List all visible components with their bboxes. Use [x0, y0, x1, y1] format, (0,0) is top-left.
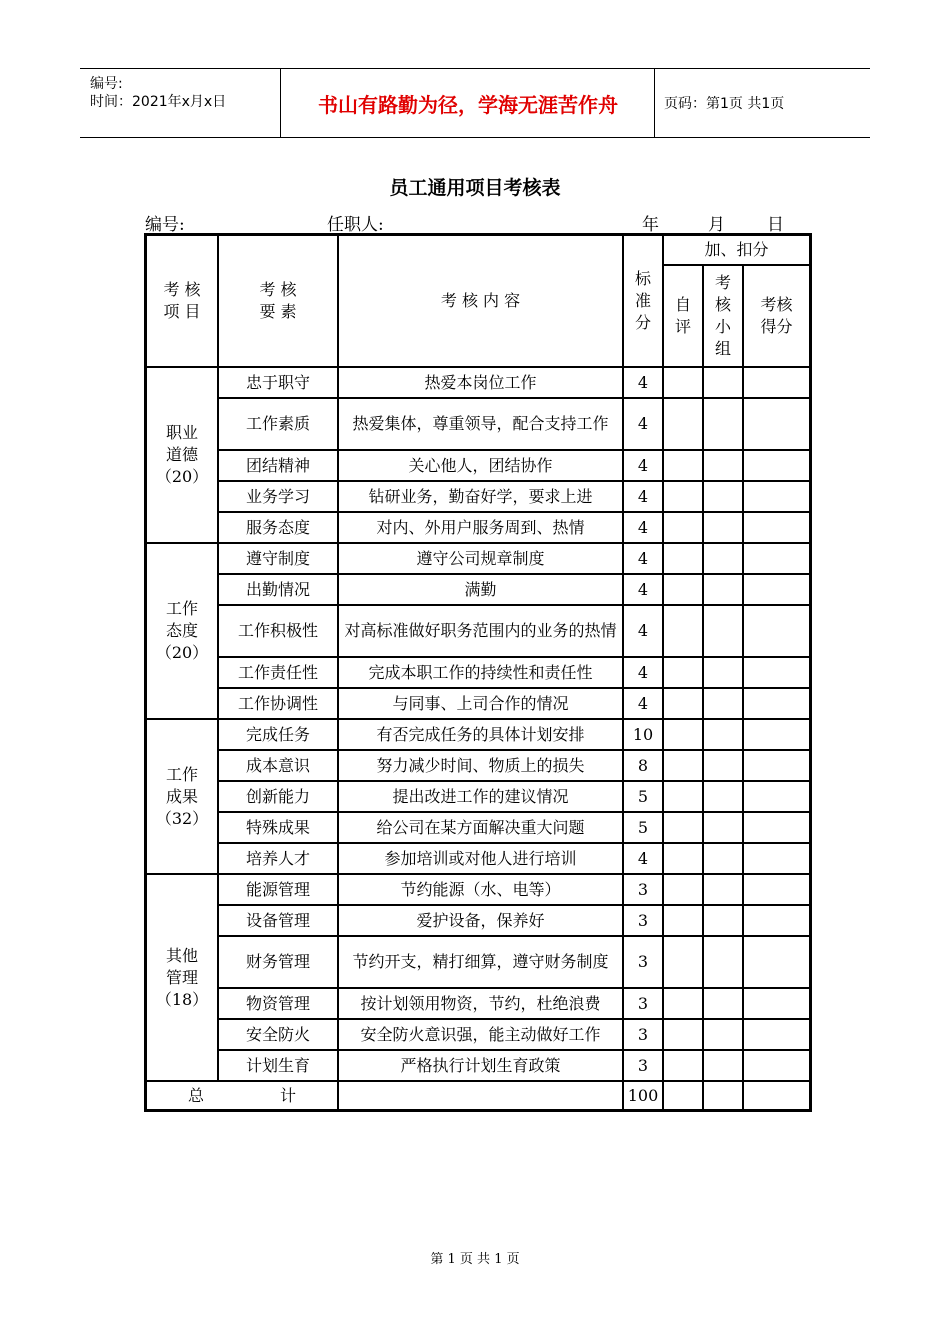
final-score-input[interactable] — [743, 450, 810, 481]
self-eval-input[interactable] — [663, 988, 703, 1019]
content-cell: 节约开支，精打细算，遵守财务制度 — [338, 936, 623, 988]
final-score-input[interactable] — [743, 543, 810, 574]
header-divider — [280, 69, 281, 137]
table-row — [146, 874, 810, 905]
review-group-input[interactable] — [703, 812, 743, 843]
meta-holder-label: 任职人: — [327, 215, 384, 235]
self-eval-input[interactable] — [663, 398, 703, 450]
standard-score-cell: 4 — [623, 367, 663, 398]
content-cell: 遵守公司规章制度 — [338, 543, 623, 574]
final-score-input[interactable] — [743, 398, 810, 450]
header-motto: 书山有路勤为径，学海无涯苦作舟 — [318, 92, 618, 117]
category-cell: 职业 道德 （20） — [146, 367, 218, 543]
standard-score-cell: 4 — [623, 398, 663, 450]
page-title: 员工通用项目考核表 — [389, 177, 561, 199]
review-group-input[interactable] — [703, 543, 743, 574]
content-cell: 爱护设备，保养好 — [338, 905, 623, 936]
category-cell: 工作 成果 （32） — [146, 719, 218, 874]
table-row — [146, 843, 810, 874]
table-row — [146, 574, 810, 605]
page-info: 页码：第1页 共1页 — [664, 96, 785, 112]
header-review-group: 考 核 小 组 — [703, 265, 743, 367]
content-cell: 关心他人，团结协作 — [338, 450, 623, 481]
element-cell: 培养人才 — [218, 843, 338, 874]
content-cell: 热爱本岗位工作 — [338, 367, 623, 398]
meta-day-label: 日 — [767, 215, 784, 235]
final-score-input[interactable] — [743, 367, 810, 398]
standard-score-cell: 4 — [623, 657, 663, 688]
table-row — [146, 905, 810, 936]
total-label-left: 总 — [187, 1085, 204, 1105]
standard-score-cell: 10 — [623, 719, 663, 750]
element-cell: 业务学习 — [218, 481, 338, 512]
standard-score-cell: 4 — [623, 843, 663, 874]
review-group-input[interactable] — [703, 1019, 743, 1050]
standard-score-cell: 4 — [623, 688, 663, 719]
table-row — [146, 450, 810, 481]
review-group-input[interactable] — [703, 905, 743, 936]
self-eval-input[interactable] — [663, 1019, 703, 1050]
final-score-input[interactable] — [743, 781, 810, 812]
table-row — [146, 512, 810, 543]
table-row — [146, 398, 810, 450]
standard-score-cell: 4 — [623, 512, 663, 543]
element-cell: 工作责任性 — [218, 657, 338, 688]
standard-score-cell: 3 — [623, 874, 663, 905]
review-group-input[interactable] — [703, 657, 743, 688]
self-eval-input[interactable] — [663, 688, 703, 719]
self-eval-input[interactable] — [663, 574, 703, 605]
final-score-input[interactable] — [743, 688, 810, 719]
element-cell: 设备管理 — [218, 905, 338, 936]
page-footer: 第 1 页 共 1 页 — [430, 1252, 520, 1267]
standard-score-cell: 3 — [623, 988, 663, 1019]
self-eval-input[interactable] — [663, 843, 703, 874]
self-eval-input[interactable] — [663, 543, 703, 574]
final-score-input[interactable] — [743, 905, 810, 936]
self-eval-input[interactable] — [663, 812, 703, 843]
category-cell: 其他 管理 （18） — [146, 874, 218, 1081]
meta-month-label: 月 — [708, 215, 725, 235]
element-cell: 完成任务 — [218, 719, 338, 750]
content-cell: 有否完成任务的具体计划安排 — [338, 719, 623, 750]
self-eval-input[interactable] — [663, 905, 703, 936]
review-group-input[interactable] — [703, 874, 743, 905]
final-score-input[interactable] — [743, 812, 810, 843]
final-score-input[interactable] — [743, 605, 810, 657]
table-row — [146, 936, 810, 988]
review-group-input[interactable] — [703, 781, 743, 812]
final-score-input[interactable] — [743, 874, 810, 905]
header-element: 考 核 要 素 — [218, 235, 338, 367]
header-info-cell — [80, 69, 280, 137]
category-cell: 工作 态度 （20） — [146, 543, 218, 719]
content-cell: 钻研业务，勤奋好学，要求上进 — [338, 481, 623, 512]
final-score-input[interactable] — [743, 1019, 810, 1050]
total-label — [146, 1081, 338, 1110]
standard-score-cell: 3 — [623, 905, 663, 936]
header-content: 考 核 内 容 — [338, 235, 623, 367]
meta-code-label: 编号: — [145, 215, 185, 235]
standard-score-cell: 8 — [623, 750, 663, 781]
content-cell: 热爱集体，尊重领导，配合支持工作 — [338, 398, 623, 450]
review-group-input[interactable] — [703, 367, 743, 398]
header-item: 考 核 项 目 — [146, 235, 218, 367]
content-cell: 与同事、上司合作的情况 — [338, 688, 623, 719]
table-row — [146, 988, 810, 1019]
evaluation-table — [144, 233, 812, 1112]
standard-score-cell: 5 — [623, 781, 663, 812]
element-cell: 能源管理 — [218, 874, 338, 905]
standard-score-cell: 3 — [623, 1050, 663, 1081]
review-group-input[interactable] — [703, 750, 743, 781]
self-eval-input[interactable] — [663, 512, 703, 543]
self-eval-input[interactable] — [663, 936, 703, 988]
self-eval-input[interactable] — [663, 781, 703, 812]
final-score-input[interactable] — [743, 512, 810, 543]
final-score-input[interactable] — [743, 988, 810, 1019]
review-group-input[interactable] — [703, 843, 743, 874]
content-cell: 努力减少时间、物质上的损失 — [338, 750, 623, 781]
standard-score-cell: 4 — [623, 543, 663, 574]
total-row — [146, 1081, 810, 1110]
table-row — [146, 1050, 810, 1081]
total-score: 100 — [623, 1081, 663, 1110]
content-cell: 完成本职工作的持续性和责任性 — [338, 657, 623, 688]
standard-score-cell: 4 — [623, 450, 663, 481]
review-group-input[interactable] — [703, 988, 743, 1019]
element-cell: 服务态度 — [218, 512, 338, 543]
table-row — [146, 812, 810, 843]
review-group-input[interactable] — [703, 512, 743, 543]
final-score-input[interactable] — [743, 657, 810, 688]
element-cell: 财务管理 — [218, 936, 338, 988]
standard-score-cell: 3 — [623, 1019, 663, 1050]
table-row — [146, 688, 810, 719]
standard-score-cell: 3 — [623, 936, 663, 988]
table-row — [146, 543, 810, 574]
final-score-input[interactable] — [743, 719, 810, 750]
review-group-input[interactable] — [703, 481, 743, 512]
self-eval-input[interactable] — [663, 450, 703, 481]
self-eval-input[interactable] — [663, 874, 703, 905]
meta-year-label: 年 — [642, 215, 659, 235]
element-cell: 计划生育 — [218, 1050, 338, 1081]
self-eval-input[interactable] — [663, 367, 703, 398]
header-final-score: 考核 得分 — [743, 265, 810, 367]
code-label: 编号: — [90, 76, 123, 92]
document-header — [80, 68, 870, 138]
table-row — [146, 657, 810, 688]
final-score-input[interactable] — [743, 843, 810, 874]
review-group-input[interactable] — [703, 688, 743, 719]
standard-score-cell: 4 — [623, 481, 663, 512]
table-row — [146, 750, 810, 781]
final-score-input[interactable] — [743, 936, 810, 988]
content-cell: 给公司在某方面解决重大问题 — [338, 812, 623, 843]
final-score-input[interactable] — [743, 481, 810, 512]
element-cell: 创新能力 — [218, 781, 338, 812]
table-row — [146, 605, 810, 657]
content-cell: 提出改进工作的建议情况 — [338, 781, 623, 812]
total-content-cell — [338, 1081, 623, 1110]
content-cell: 满勤 — [338, 574, 623, 605]
table-row — [146, 1019, 810, 1050]
content-cell: 按计划领用物资，节约，杜绝浪费 — [338, 988, 623, 1019]
time-label: 时间：2021年x月x日 — [90, 94, 227, 110]
element-cell: 安全防火 — [218, 1019, 338, 1050]
element-cell: 工作素质 — [218, 398, 338, 450]
table-header-row — [146, 235, 810, 265]
content-cell: 节约能源（水、电等） — [338, 874, 623, 905]
header-self-eval: 自 评 — [663, 265, 703, 367]
total-final-score-input[interactable] — [743, 1081, 810, 1110]
content-cell: 严格执行计划生育政策 — [338, 1050, 623, 1081]
self-eval-input[interactable] — [663, 605, 703, 657]
self-eval-input[interactable] — [663, 750, 703, 781]
standard-score-cell: 4 — [623, 574, 663, 605]
total-self-eval-input[interactable] — [663, 1081, 703, 1110]
review-group-input[interactable] — [703, 936, 743, 988]
review-group-input[interactable] — [703, 1050, 743, 1081]
element-cell: 出勤情况 — [218, 574, 338, 605]
review-group-input[interactable] — [703, 398, 743, 450]
element-cell: 团结精神 — [218, 450, 338, 481]
element-cell: 忠于职守 — [218, 367, 338, 398]
self-eval-input[interactable] — [663, 719, 703, 750]
self-eval-input[interactable] — [663, 1050, 703, 1081]
review-group-input[interactable] — [703, 450, 743, 481]
element-cell: 特殊成果 — [218, 812, 338, 843]
element-cell: 物资管理 — [218, 988, 338, 1019]
content-cell: 参加培训或对他人进行培训 — [338, 843, 623, 874]
final-score-input[interactable] — [743, 1050, 810, 1081]
table-row — [146, 719, 810, 750]
content-cell: 对高标准做好职务范围内的业务的热情 — [338, 605, 623, 657]
self-eval-input[interactable] — [663, 657, 703, 688]
element-cell: 遵守制度 — [218, 543, 338, 574]
element-cell: 工作协调性 — [218, 688, 338, 719]
review-group-input[interactable] — [703, 719, 743, 750]
standard-score-cell: 4 — [623, 605, 663, 657]
table-row — [146, 781, 810, 812]
review-group-input[interactable] — [703, 605, 743, 657]
header-adjust: 加、扣分 — [663, 235, 810, 265]
self-eval-input[interactable] — [663, 481, 703, 512]
standard-score-cell: 5 — [623, 812, 663, 843]
review-group-input[interactable] — [703, 574, 743, 605]
total-review-group-input[interactable] — [703, 1081, 743, 1110]
table-row — [146, 367, 810, 398]
header-standard-score: 标 准 分 — [623, 235, 663, 367]
final-score-input[interactable] — [743, 574, 810, 605]
table-row — [146, 481, 810, 512]
element-cell: 成本意识 — [218, 750, 338, 781]
content-cell: 安全防火意识强，能主动做好工作 — [338, 1019, 623, 1050]
total-label-right: 计 — [279, 1085, 296, 1105]
header-divider — [654, 69, 655, 137]
final-score-input[interactable] — [743, 750, 810, 781]
element-cell: 工作积极性 — [218, 605, 338, 657]
content-cell: 对内、外用户服务周到、热情 — [338, 512, 623, 543]
